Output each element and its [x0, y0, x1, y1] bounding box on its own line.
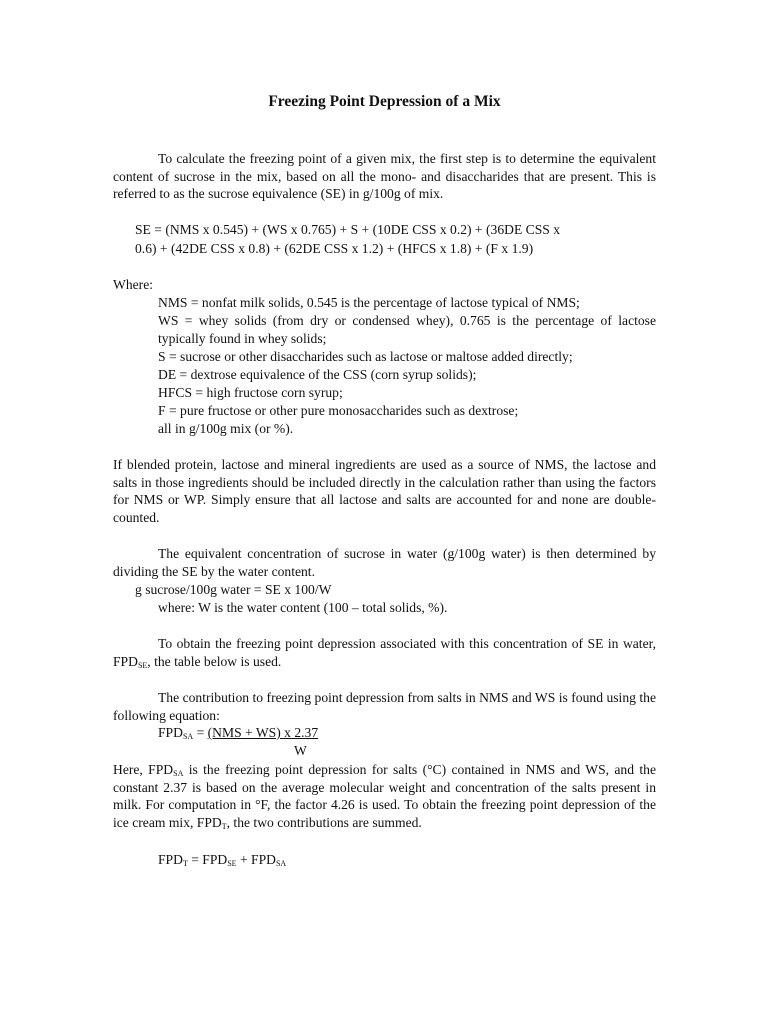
definition-f: F = pure fructose or other pure monosaccharides such as dextrose;: [158, 403, 519, 418]
definition-units: all in g/100g mix (or %).: [158, 421, 294, 436]
sucrose-water-equation: g sucrose/100g water = SE x 100/W: [135, 582, 332, 597]
fpdsa-equation: $FPD_{SA} = (NMS + WS)$ x 2.37: [158, 725, 319, 741]
se-equation-line-1: SE = (NMS x 0.545) + (WS x 0.765) + S + (10DE CSS x 0.2) + (36DE CSS x: [135, 222, 561, 237]
intro-paragraph: To calculate the freezing point of a given mix, the first step is to determine the equivalent content of sucrose in the mix, based on all the mono- and disaccharides that are present. This is referred to as the sucrose equivalence (SE) in g/100g of mix.: [113, 151, 656, 202]
definition-hfcs: HFCS = high fructose corn syrup;: [158, 385, 343, 400]
document-page: [113, 0, 656, 1024]
document-title: Freezing Point Depression of a Mix: [268, 93, 501, 110]
salts-paragraph: The contribution to freezing point depression from salts in NMS and WS is found using the following equation:: [113, 690, 656, 723]
fpdsa-denominator: W: [294, 743, 307, 758]
fpdsa-numerator: (NMS + WS) x 2.37: [207, 725, 319, 740]
equivalent-concentration-paragraph: The equivalent concentration of sucrose in water (g/100g water) is then determined by dividing the SE by the water content.: [113, 546, 656, 579]
definition-ws: WS = whey solids (from dry or condensed whey), 0.765 is the percentage of lactose typically found in whey solids;: [158, 313, 656, 346]
se-equation-line-2: 0.6) + (42DE CSS x 0.8) + (62DE CSS x 1.2) + (HFCS x 1.8) + (F x 1.9): [135, 241, 534, 256]
definition-de: DE = dextrose equivalence of the CSS (corn syrup solids);: [158, 367, 477, 382]
blended-ingredients-paragraph: If blended protein, lactose and mineral ingredients are used as a source of NMS, the lactose and salts in those ingredients should be included directly in the calculation rather than using the factors for NMS or WP. Simply ensure that all lactose and salts are accounted for and none are double-counted.: [113, 457, 656, 525]
water-content-note: where: W is the water content (100 – total solids, %).: [158, 600, 448, 615]
definition-s: S = sucrose or other disaccharides such as lactose or maltose added directly;: [158, 349, 573, 364]
fpdse-paragraph: To obtain the freezing point depression associated with this concentration of SE in water, $FPD_{SE}$, the table below is used.: [113, 636, 656, 670]
explanation-paragraph: Here, $FPD_{SA}$ is the freezing point depression for salts (°C) contained in NMS and WS, and the constant 2.37 is based on the average molecular weight and concentration of the salts present in milk. For computation in °F, the factor 4.26 is used. To obtain the freezing point depression of the ice cream mix, $FPD_T$, the two contributions are summed.: [113, 762, 656, 831]
total-fpd-equation: $FPD_T = FPD_{SE} + FPD_{SA}$: [158, 852, 287, 868]
definition-nms: NMS = nonfat milk solids, 0.545 is the percentage of lactose typical of NMS;: [158, 295, 580, 310]
where-label: Where:: [113, 277, 153, 292]
